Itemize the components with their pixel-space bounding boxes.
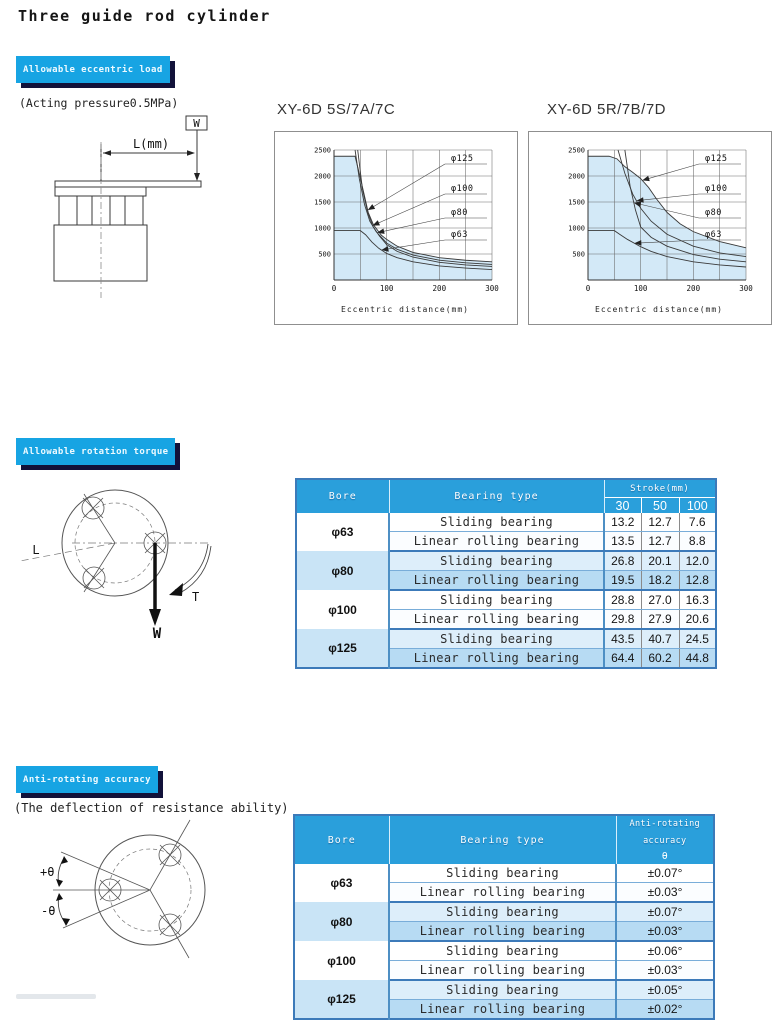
bearing-type-cell: Linear rolling bearing bbox=[389, 649, 604, 669]
theta-header: θ bbox=[661, 851, 668, 862]
chart-panel-5s7a7c bbox=[274, 131, 518, 325]
bearing-type-cell: Sliding bearing bbox=[389, 590, 604, 610]
accuracy-value-cell: ±0.03° bbox=[616, 922, 714, 942]
bearing-type-header: Bearing type bbox=[389, 815, 616, 864]
torque-value-cell: 13.2 bbox=[604, 513, 641, 532]
series-label-φ63: φ63 bbox=[451, 230, 468, 240]
torque-value-cell: 43.5 bbox=[604, 629, 641, 649]
torque-value-cell: 26.8 bbox=[604, 551, 641, 571]
l-mm-label: L(mm) bbox=[132, 137, 170, 151]
leader-arrowhead-icon bbox=[642, 176, 650, 181]
chart-panel-5r7b7d bbox=[528, 131, 772, 325]
deflection-note: (The deflection of resistance ability) bbox=[14, 801, 289, 815]
torque-value-cell: 20.6 bbox=[679, 610, 716, 630]
w-label: W bbox=[193, 117, 200, 130]
left-arrowhead-icon bbox=[103, 150, 111, 155]
stroke-30-header: 30 bbox=[604, 498, 641, 514]
x-tick-label: 0 bbox=[331, 284, 337, 293]
x-tick-label: 100 bbox=[633, 284, 648, 293]
badge-anti-rotating-accuracy: Anti-rotating accuracy bbox=[16, 766, 158, 793]
y-tick-label: 1000 bbox=[568, 224, 585, 233]
bore-cell: φ80 bbox=[296, 551, 389, 590]
series-label-φ100: φ100 bbox=[705, 184, 728, 194]
chart-title-5r7b7d: XY-6D 5R/7B/7D bbox=[547, 101, 667, 118]
right-arrowhead-icon bbox=[187, 150, 195, 155]
accuracy-value-cell: ±0.06° bbox=[616, 941, 714, 961]
torque-value-cell: 16.3 bbox=[679, 590, 716, 610]
y-tick-label: 2500 bbox=[568, 146, 585, 155]
accuracy-table-container bbox=[293, 814, 715, 1020]
bearing-type-cell: Sliding bearing bbox=[389, 513, 604, 532]
accuracy-header-line1: Anti-rotating accuracy bbox=[629, 819, 700, 846]
w-arrowhead-icon bbox=[149, 609, 161, 626]
bore-header: Bore bbox=[294, 815, 389, 864]
torque-value-cell: 20.1 bbox=[641, 551, 679, 571]
series-label-φ125: φ125 bbox=[705, 154, 728, 164]
bore-cell: φ125 bbox=[296, 629, 389, 668]
stroke-header: Stroke(mm) bbox=[604, 479, 716, 498]
series-label-φ80: φ80 bbox=[451, 208, 468, 218]
y-tick-label: 2000 bbox=[314, 172, 331, 181]
partial-next-badge bbox=[16, 994, 96, 999]
accuracy-value-cell: ±0.03° bbox=[616, 961, 714, 981]
guide-rod bbox=[59, 196, 77, 225]
torque-value-cell: 13.5 bbox=[604, 532, 641, 552]
y-tick-label: 2000 bbox=[568, 172, 585, 181]
bearing-type-cell: Linear rolling bearing bbox=[389, 571, 604, 591]
bearing-type-cell: Linear rolling bearing bbox=[389, 532, 604, 552]
torque-value-cell: 40.7 bbox=[641, 629, 679, 649]
anti-rotating-accuracy-table bbox=[293, 814, 715, 1020]
torque-value-cell: 18.2 bbox=[641, 571, 679, 591]
l-label: L bbox=[32, 543, 40, 557]
y-tick-label: 1500 bbox=[314, 198, 331, 207]
minus-theta-label: -θ bbox=[41, 904, 56, 918]
arc-arrowhead-icon bbox=[62, 918, 70, 926]
anti-rotating-diagram bbox=[28, 808, 276, 983]
x-axis-label: Eccentric distance(mm) bbox=[341, 305, 469, 314]
x-tick-label: 200 bbox=[686, 284, 701, 293]
allowable-rotation-torque-table bbox=[295, 478, 717, 669]
accuracy-header bbox=[616, 815, 714, 864]
arc-arrowhead-icon bbox=[56, 893, 63, 901]
bore-cell: φ100 bbox=[296, 590, 389, 629]
bearing-type-cell: Sliding bearing bbox=[389, 864, 616, 883]
series-label-φ125: φ125 bbox=[451, 154, 474, 164]
accuracy-value-cell: ±0.07° bbox=[616, 902, 714, 922]
series-label-φ80: φ80 bbox=[705, 208, 722, 218]
torque-value-cell: 29.8 bbox=[604, 610, 641, 630]
accuracy-value-cell: ±0.03° bbox=[616, 883, 714, 903]
bore-cell: φ125 bbox=[294, 980, 389, 1019]
bore-cell: φ63 bbox=[296, 513, 389, 551]
torque-value-cell: 44.8 bbox=[679, 649, 716, 669]
cylinder-body bbox=[54, 225, 147, 281]
torque-value-cell: 28.8 bbox=[604, 590, 641, 610]
stroke-50-header: 50 bbox=[641, 498, 679, 514]
y-tick-label: 2500 bbox=[314, 146, 331, 155]
accuracy-value-cell: ±0.05° bbox=[616, 980, 714, 1000]
top-plate bbox=[55, 181, 201, 187]
torque-value-cell: 12.0 bbox=[679, 551, 716, 571]
rotation-torque-diagram bbox=[12, 474, 227, 659]
y-tick-label: 1000 bbox=[314, 224, 331, 233]
flange-plate bbox=[55, 187, 146, 196]
badge-allowable-eccentric-load: Allowable eccentric load bbox=[16, 56, 170, 83]
bore-header: Bore bbox=[296, 479, 389, 513]
bore-cell: φ100 bbox=[294, 941, 389, 980]
x-tick-label: 100 bbox=[379, 284, 394, 293]
plus-theta-label: +θ bbox=[40, 865, 55, 879]
bearing-type-cell: Sliding bearing bbox=[389, 629, 604, 649]
y-tick-label: 1500 bbox=[568, 198, 585, 207]
bearing-type-cell: Linear rolling bearing bbox=[389, 1000, 616, 1020]
accuracy-value-cell: ±0.07° bbox=[616, 864, 714, 883]
t-label: T bbox=[192, 590, 200, 604]
bearing-type-header: Bearing type bbox=[389, 479, 604, 513]
bearing-type-cell: Linear rolling bearing bbox=[389, 610, 604, 630]
down-arrowhead-icon bbox=[194, 173, 200, 181]
leader-arrowhead-icon bbox=[368, 204, 375, 210]
bearing-type-cell: Sliding bearing bbox=[389, 941, 616, 961]
x-tick-label: 300 bbox=[739, 284, 753, 293]
torque-table-container bbox=[295, 478, 717, 669]
bearing-type-cell: Sliding bearing bbox=[389, 980, 616, 1000]
torque-value-cell: 12.8 bbox=[679, 571, 716, 591]
bearing-type-cell: Linear rolling bearing bbox=[389, 883, 616, 903]
x-axis-label: Eccentric distance(mm) bbox=[595, 305, 723, 314]
torque-value-cell: 60.2 bbox=[641, 649, 679, 669]
y-tick-label: 500 bbox=[318, 250, 331, 259]
torque-value-cell: 12.7 bbox=[641, 513, 679, 532]
torque-value-cell: 7.6 bbox=[679, 513, 716, 532]
chart-title-5s7a7c: XY-6D 5S/7A/7C bbox=[277, 101, 396, 118]
torque-arrowhead-icon bbox=[169, 583, 183, 596]
bearing-type-cell: Linear rolling bearing bbox=[389, 922, 616, 942]
torque-value-cell: 64.4 bbox=[604, 649, 641, 669]
w-label: W bbox=[152, 626, 162, 642]
torque-arc bbox=[175, 544, 208, 590]
torque-value-cell: 8.8 bbox=[679, 532, 716, 552]
x-tick-label: 300 bbox=[485, 284, 499, 293]
eccentric-load-diagram bbox=[18, 112, 218, 304]
series-label-φ63: φ63 bbox=[705, 230, 722, 240]
accuracy-value-cell: ±0.02° bbox=[616, 1000, 714, 1020]
torque-value-cell: 27.9 bbox=[641, 610, 679, 630]
minus-theta-line bbox=[63, 890, 150, 928]
guide-rod bbox=[125, 196, 143, 225]
bearing-type-cell: Linear rolling bearing bbox=[389, 961, 616, 981]
series-label-φ100: φ100 bbox=[451, 184, 474, 194]
y-tick-label: 500 bbox=[572, 250, 585, 259]
leader-arrowhead-icon bbox=[372, 220, 380, 225]
stroke-100-header: 100 bbox=[679, 498, 716, 514]
torque-value-cell: 24.5 bbox=[679, 629, 716, 649]
acting-pressure-note: (Acting pressure0.5MPa) bbox=[19, 96, 179, 110]
bearing-type-cell: Sliding bearing bbox=[389, 551, 604, 571]
page-title: Three guide rod cylinder bbox=[18, 7, 271, 25]
torque-value-cell: 12.7 bbox=[641, 532, 679, 552]
arc-arrowhead-icon bbox=[56, 879, 63, 887]
bore-cell: φ80 bbox=[294, 902, 389, 941]
torque-value-cell: 19.5 bbox=[604, 571, 641, 591]
x-tick-label: 200 bbox=[432, 284, 447, 293]
arc-arrowhead-icon bbox=[61, 856, 68, 864]
x-tick-label: 0 bbox=[585, 284, 591, 293]
bearing-type-cell: Sliding bearing bbox=[389, 902, 616, 922]
badge-allowable-rotation-torque: Allowable rotation torque bbox=[16, 438, 175, 465]
torque-value-cell: 27.0 bbox=[641, 590, 679, 610]
bore-cell: φ63 bbox=[294, 864, 389, 902]
